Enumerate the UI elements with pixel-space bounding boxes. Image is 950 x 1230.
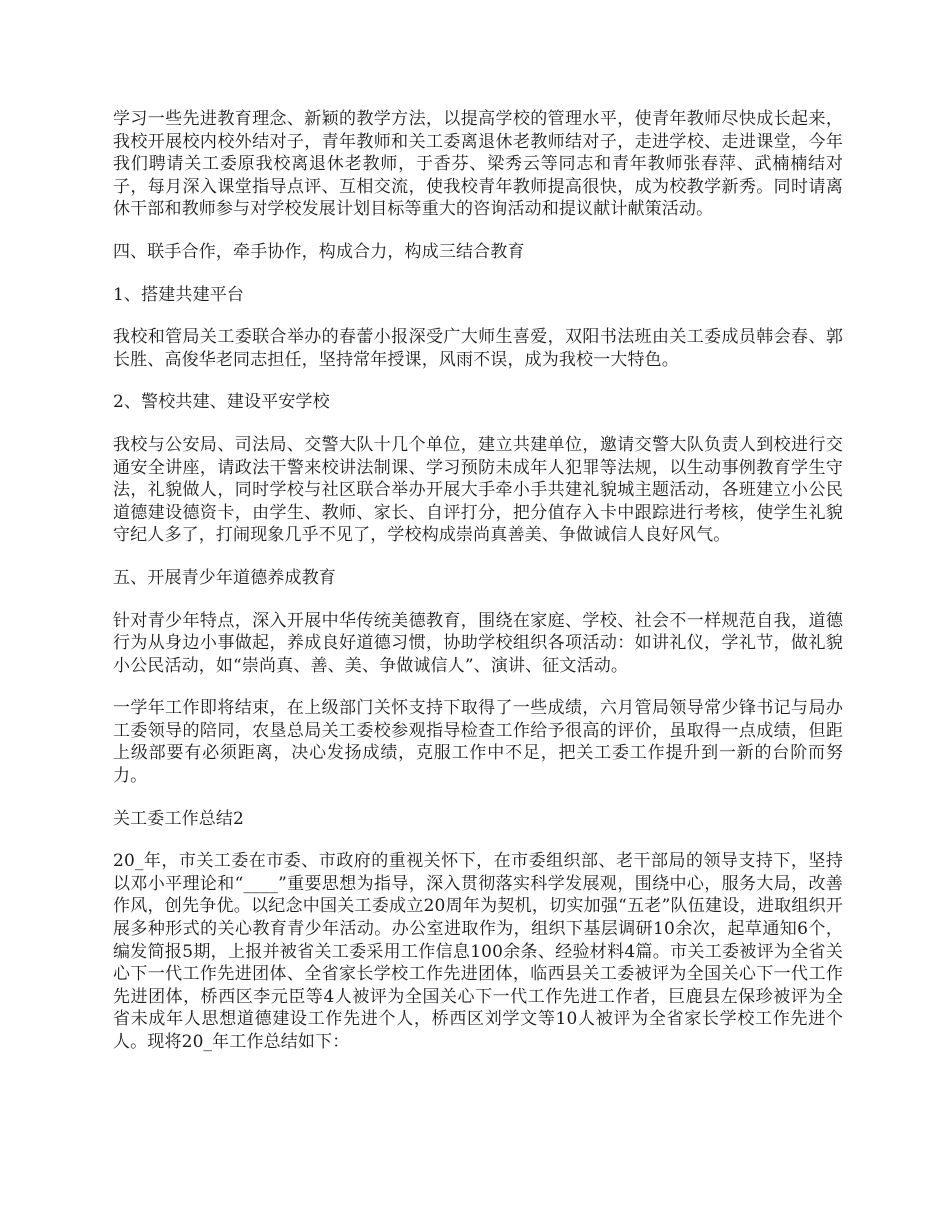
subsection-heading: 1、搭建共建平台 (113, 284, 245, 305)
paragraph: 学习一些先进教育理念、新颖的教学方法，以提高学校的管理水平，使青年教师尽快成长起来，我校开展校内校外结对子，青年教师和关工委离退休老教师结对子，走进学校、走进课堂，今年我们聘请关工委原我校离退休老教师，于香芬、梁秀云等同志和青年教师张春萍、武楠楠结对子，每月深入课堂指导点评、互相交流，使我校青年教师提高很快，成为校教学新秀。同时请离休干部和教师参与对学校发展计划目标等重大的咨询活动和提议献计献策活动。 (113, 109, 843, 220)
section-heading: 五、开展青少年道德养成教育 (113, 567, 336, 588)
paragraph: 20_年，市关工委在市委、市政府的重视关怀下，在市委组织部、老干部局的领导支持下，坚持以邓小平理论和“____”重要思想为指导，深入贯彻落实科学发展观，围绕中心，服务大局，改善作风，创先争优。以纪念中国关工委成立20周年为契机，切实加强“五老”队伍建设，进取组织开展多种形式的关心教育青少年活动。办公室进取作为，组织下基层调研10余次，起草通知6个，编发简报5期，上报并被省关工委采用工作信息100余条、经验材料4篇。市关工委被评为全省关心下一代工作先进团体、全省家长学校工作先进团体，临西县关工委被评为全国关心下一代工作先进团体，桥西区李元臣等4人被评为全国关心下一代工作先进工作者，巨鹿县左保珍被评为全省未成年人思想道德建设工作先进个人，桥西区刘学文等10人被评为全省家长学校工作先进个人。现将20_年工作总结如下： (113, 851, 843, 1052)
section-heading: 四、联手合作，牵手协作，构成合力，构成三结合教育 (113, 241, 525, 262)
subsection-heading: 2、警校共建、建设平安学校 (113, 392, 330, 413)
paragraph: 我校与公安局、司法局、交警大队十几个单位，建立共建单位，邀请交警大队负责人到校进行交通安全讲座，请政法干警来校讲法制课、学习预防未成年人犯罪等法规，以生动事例教育学生守法，礼貌做人，同时学校与社区联合举办开展大手牵小手共建礼貌城主题活动，各班建立小公民道德建设德资卡，由学生、教师、家长、自评打分，把分值存入卡中跟踪进行考核，使学生礼貌守纪人多了，打闹现象几乎不见了，学校构成崇尚真善美、争做诚信人良好风气。 (113, 434, 843, 546)
paragraph: 我校和管局关工委联合举办的春蕾小报深受广大师生喜爱，双阳书法班由关工委成员韩会春、郭长胜、高俊华老同志担任，坚持常年授课，风雨不误，成为我校一大特色。 (113, 327, 843, 370)
document-page (113, 108, 843, 1074)
paragraph: 一学年工作即将结束，在上级部门关怀支持下取得了一些成绩，六月管局领导常少锋书记与局办工委领导的陪同，农垦总局关工委校参观指导检查工作给予很高的评价，虽取得一点成绩，但距上级部要有必须距离，决心发扬成绩，克服工作中不足，把关工委工作提升到一新的台阶而努力。 (113, 698, 843, 787)
paragraph: 针对青少年特点，深入开展中华传统美德教育，围绕在家庭、学校、社会不一样规范自我，道德行为从身边小事做起，养成良好道德习惯，协助学校组织各项活动：如讲礼仪，学礼节，做礼貌小公民活动，如“崇尚真、善、美、争做诚信人”、演讲、征文活动。 (113, 610, 843, 676)
document-title: 关工委工作总结2 (113, 808, 245, 829)
